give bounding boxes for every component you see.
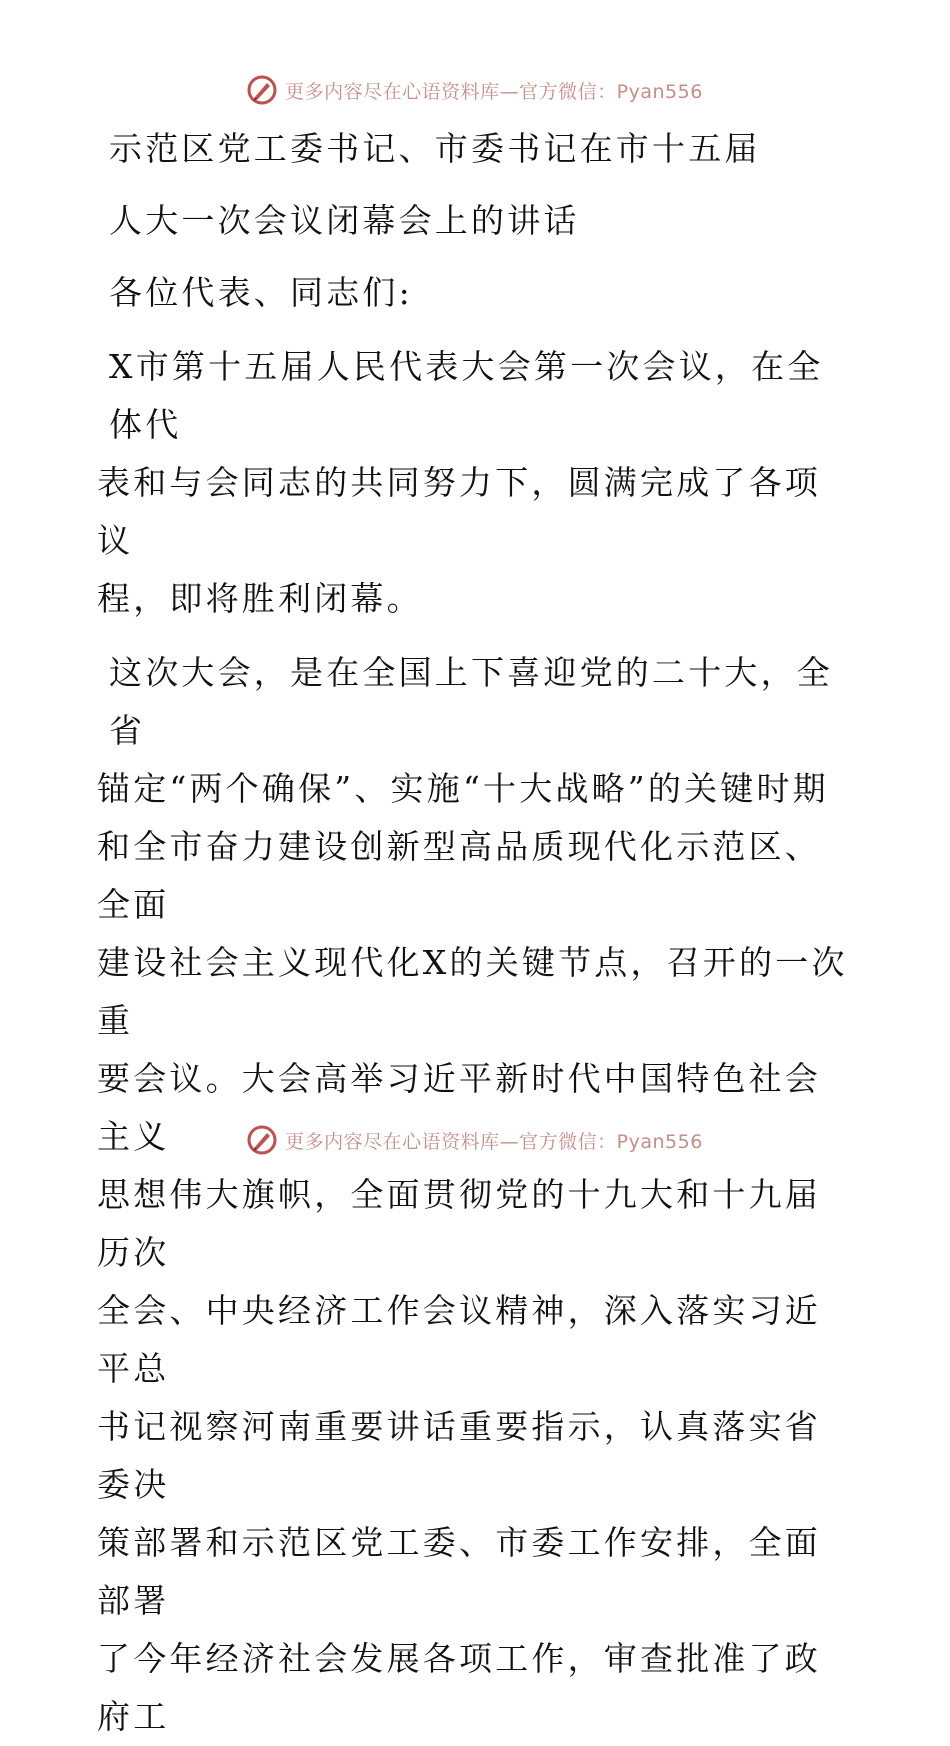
salutation: 各位代表、同志们: xyxy=(109,273,413,312)
paragraph-1 xyxy=(97,338,857,628)
paragraph-line: 全会、中央经济工作会议精神，深入落实习近平总 xyxy=(97,1291,821,1388)
document-body xyxy=(97,120,857,1746)
paragraph-line: 了今年经济社会发展各项工作，审查批准了政府工 xyxy=(97,1639,821,1736)
watermark-text: 更多内容尽在心语资料库—官方微信：Pyan556 xyxy=(285,80,703,103)
paragraph-line: X市第十五届人民代表大会第一次会议，在全体代 xyxy=(109,347,824,444)
paragraph-line: 表和与会同志的共同努力下，圆满完成了各项议 xyxy=(97,463,821,560)
paragraph-line: 思想伟大旗帜，全面贯彻党的十九大和十九届历次 xyxy=(97,1175,821,1272)
pen-logo-icon xyxy=(247,75,277,105)
document-title-line-1: 示范区党工委书记、市委书记在市十五届 xyxy=(109,129,761,168)
paragraph-line: 和全市奋力建设创新型高品质现代化示范区、全面 xyxy=(97,827,821,924)
paragraph-line: 锚定“两个确保”、实施“十大战略”的关键时期 xyxy=(97,769,829,808)
paragraph-2 xyxy=(97,644,857,1746)
paragraph-line: 程，即将胜利闭幕。 xyxy=(97,579,423,618)
paragraph-line: 策部署和示范区党工委、市委工作安排，全面部署 xyxy=(97,1523,821,1620)
paragraph-line: 这次大会，是在全国上下喜迎党的二十大，全省 xyxy=(109,653,833,750)
pen-logo-icon xyxy=(247,1125,277,1155)
watermark-footer xyxy=(0,1120,950,1160)
document-title-line-2: 人大一次会议闭幕会上的讲话 xyxy=(109,201,580,240)
watermark-header xyxy=(0,70,950,110)
paragraph-line: 书记视察河南重要讲话重要指示，认真落实省委决 xyxy=(97,1407,821,1504)
paragraph-line: 建设社会主义现代化X的关键节点，召开的一次重 xyxy=(97,943,848,1040)
paragraph-line: 要会议。大会高举习近平新时代中国特色社会主义 xyxy=(97,1059,821,1156)
watermark-text: 更多内容尽在心语资料库—官方微信：Pyan556 xyxy=(285,1130,703,1153)
